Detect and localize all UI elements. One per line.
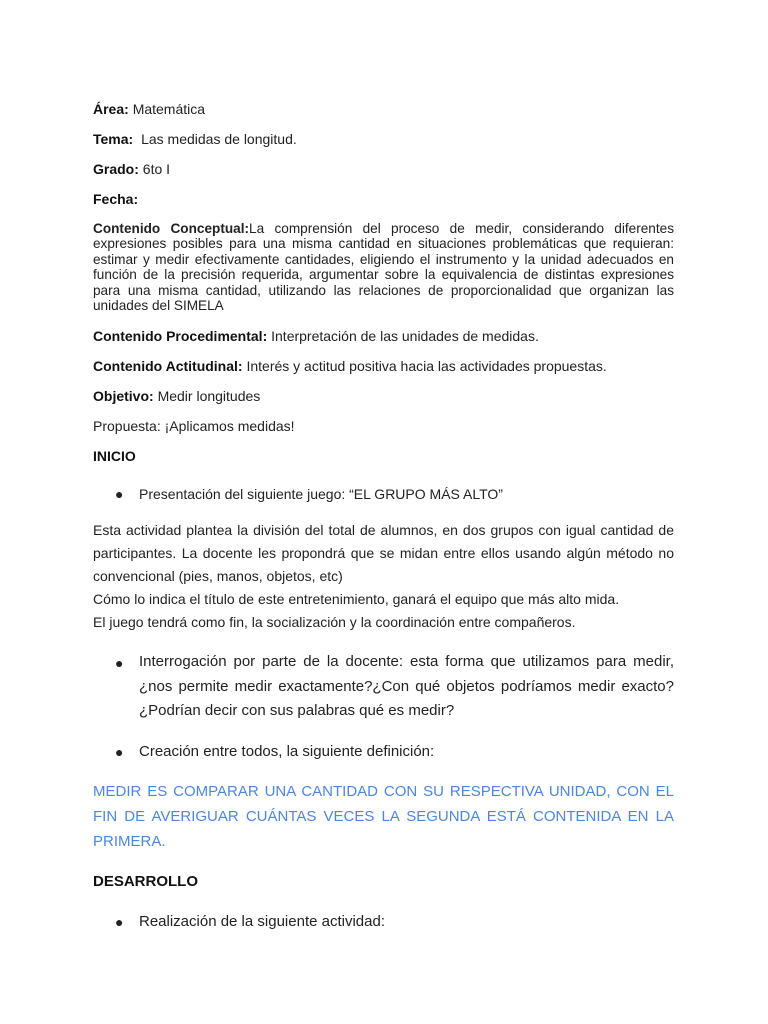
area-line bbox=[93, 101, 674, 117]
objetivo-line bbox=[93, 388, 674, 404]
medir-definition: MEDIR ES COMPARAR UNA CANTIDAD CON SU RESPECTIVA UNIDAD, CON EL FIN DE AVERIGUAR CUÁNTAS VECES LA SEGUNDA ESTÁ CONTENIDA EN LA PRIMERA. bbox=[93, 783, 674, 850]
grado-value: 6to I bbox=[142, 161, 171, 177]
bullet-icon: ● bbox=[115, 914, 124, 930]
bullet-icon: ● bbox=[115, 486, 124, 502]
inicio-bullet-3: Creación entre todos, la siguiente definición: bbox=[139, 743, 435, 760]
paragraph-line: Cómo lo indica el título de este entretenimiento, ganará el equipo que más alto mida. bbox=[93, 591, 620, 607]
contenido-procedimental-text: Interpretación de las unidades de medidas. bbox=[271, 328, 539, 344]
fecha-label: Fecha: bbox=[93, 191, 139, 207]
area-value: Matemática bbox=[132, 101, 206, 117]
desarrollo-heading: DESARROLLO bbox=[93, 873, 198, 890]
inicio-heading bbox=[93, 448, 674, 464]
tema-line bbox=[93, 131, 674, 147]
propuesta-line: Propuesta: ¡Aplicamos medidas! bbox=[93, 418, 295, 434]
inicio-bullet-1: Presentación del siguiente juego: “EL GRUPO MÁS ALTO” bbox=[139, 486, 503, 502]
inicio-heading-text: INICIO bbox=[93, 448, 136, 464]
objetivo-label: Objetivo: bbox=[93, 388, 154, 404]
grado-line bbox=[93, 161, 674, 177]
contenido-conceptual-text: La comprensión del proceso de medir, considerando diferentes expresiones posibles para una misma cantidad en situaciones problemáticas que requieran: estimar y medir efectivamente cantidades, eligiendo el instrumento y la unidad adecuados en función de la precisión requerida, argumentar sobre la equivalencia de distintas expresiones para una misma cantidad, utilizando las relaciones de proporcionalidad que organizan las unidades del SIMELA bbox=[93, 221, 674, 314]
contenido-procedimental bbox=[93, 328, 674, 344]
objetivo-text: Medir longitudes bbox=[157, 388, 261, 404]
contenido-conceptual-label: Contenido Conceptual: bbox=[93, 221, 250, 236]
bullet-icon: ● bbox=[115, 655, 124, 671]
paragraph-line: El juego tendrá como fin, la socialización y la coordinación entre compañeros. bbox=[93, 614, 576, 630]
contenido-conceptual bbox=[93, 221, 674, 313]
paragraph-line: Esta actividad plantea la división del total de alumnos, en dos grupos con igual cantidad de participantes. La docente les propondrá que se midan entre ellos usando algún método no convencional (pies, manos, objetos, etc) bbox=[93, 522, 674, 584]
contenido-actitudinal-label: Contenido Actitudinal: bbox=[93, 358, 243, 374]
tema-label: Tema: bbox=[93, 131, 134, 147]
fecha-line bbox=[93, 191, 674, 207]
contenido-procedimental-label: Contenido Procedimental: bbox=[93, 328, 268, 344]
area-label: Área: bbox=[93, 101, 129, 117]
inicio-paragraph bbox=[93, 519, 674, 634]
grado-label: Grado: bbox=[93, 161, 139, 177]
inicio-bullet-2: Interrogación por parte de la docente: esta forma que utilizamos para medir, ¿nos permite medir exactamente?¿Con qué objetos podríamos medir exacto?¿Podrían decir con sus palabras qué es medir? bbox=[139, 653, 674, 719]
contenido-actitudinal-text: Interés y actitud positiva hacia las actividades propuestas. bbox=[246, 358, 607, 374]
bullet-icon: ● bbox=[115, 744, 124, 760]
desarrollo-bullet-1: Realización de la siguiente actividad: bbox=[139, 913, 385, 930]
contenido-actitudinal bbox=[93, 358, 674, 374]
tema-value: Las medidas de longitud. bbox=[141, 131, 297, 147]
